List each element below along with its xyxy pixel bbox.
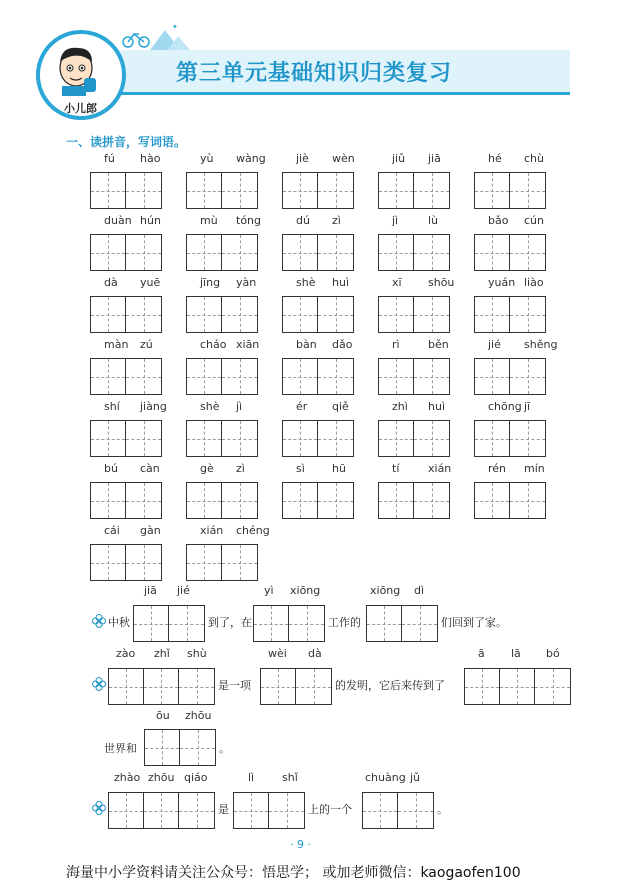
writing-cell[interactable] <box>187 421 222 456</box>
writing-cell[interactable] <box>414 421 449 456</box>
pinyin: bó <box>546 647 560 660</box>
sentence-text: 到了，在 <box>208 616 252 629</box>
pinyin: tóng <box>236 214 261 227</box>
writing-cell[interactable] <box>414 235 449 270</box>
sentence-text: 中秋 <box>108 616 130 629</box>
sentence-text: 世界和 <box>104 742 137 755</box>
writing-cell[interactable] <box>283 483 318 518</box>
bicycle-mountain-icon <box>120 22 200 50</box>
pinyin: xiān <box>236 338 260 351</box>
pinyin: liào <box>524 276 544 289</box>
sentence-text: 们回到了家。 <box>441 616 507 629</box>
writing-cell[interactable] <box>475 235 510 270</box>
writing-cell[interactable] <box>222 545 257 580</box>
writing-box[interactable] <box>378 420 450 457</box>
pinyin: wàng <box>236 152 266 165</box>
writing-box[interactable] <box>186 544 258 581</box>
pinyin: xián <box>428 462 452 475</box>
writing-cell[interactable] <box>187 173 222 208</box>
writing-cell[interactable] <box>475 483 510 518</box>
pinyin: hào <box>140 152 161 165</box>
pinyin: hún <box>140 214 161 227</box>
writing-box[interactable] <box>108 668 215 705</box>
svg-text:✦: ✦ <box>172 23 178 31</box>
pinyin: wèi <box>268 647 287 660</box>
writing-box[interactable] <box>474 482 546 519</box>
pinyin: dà <box>104 276 118 289</box>
writing-cell[interactable] <box>222 173 257 208</box>
writing-cell[interactable] <box>510 235 545 270</box>
writing-cell[interactable] <box>414 483 449 518</box>
writing-cell[interactable] <box>187 359 222 394</box>
writing-cell[interactable] <box>91 235 126 270</box>
sentence-text: 的发明，它后来传到了 <box>335 679 445 692</box>
pinyin: jiā <box>428 152 441 165</box>
flower-icon <box>92 677 106 691</box>
pinyin: huì <box>332 276 349 289</box>
writing-cell[interactable] <box>187 235 222 270</box>
section-heading: 一、读拼音，写词语。 <box>66 135 187 149</box>
writing-box[interactable] <box>378 296 450 333</box>
writing-cell[interactable] <box>222 483 257 518</box>
writing-box[interactable] <box>282 358 354 395</box>
pinyin: rì <box>392 338 400 351</box>
writing-box[interactable] <box>186 172 258 209</box>
pinyin: zhǐ <box>154 647 170 660</box>
writing-box[interactable] <box>282 420 354 457</box>
writing-cell[interactable] <box>379 359 414 394</box>
writing-box[interactable] <box>282 482 354 519</box>
pinyin: xián <box>200 524 224 537</box>
pinyin: shè <box>296 276 316 289</box>
writing-cell[interactable] <box>318 173 353 208</box>
writing-cell[interactable] <box>222 359 257 394</box>
writing-box[interactable] <box>186 420 258 457</box>
writing-cell[interactable] <box>222 421 257 456</box>
pinyin: dǎo <box>332 338 353 351</box>
writing-cell[interactable] <box>414 359 449 394</box>
writing-box[interactable] <box>282 296 354 333</box>
writing-cell[interactable] <box>475 421 510 456</box>
writing-box[interactable] <box>144 729 216 766</box>
writing-cell[interactable] <box>318 297 353 332</box>
writing-cell[interactable] <box>91 545 126 580</box>
writing-box[interactable] <box>186 482 258 519</box>
writing-cell[interactable] <box>126 297 161 332</box>
writing-box[interactable] <box>253 605 325 642</box>
pinyin: lù <box>428 214 439 227</box>
page-title: 第三单元基础知识归类复习 <box>176 61 453 86</box>
writing-cell[interactable] <box>318 421 353 456</box>
pinyin: zhì <box>392 400 408 413</box>
writing-cell[interactable] <box>475 297 510 332</box>
writing-cell[interactable] <box>187 545 222 580</box>
pinyin: tí <box>392 462 400 475</box>
writing-cell[interactable] <box>222 297 257 332</box>
writing-box[interactable] <box>474 358 546 395</box>
writing-cell[interactable] <box>414 173 449 208</box>
writing-cell[interactable] <box>126 359 161 394</box>
writing-box[interactable] <box>464 668 571 705</box>
pinyin: bú <box>104 462 118 475</box>
pinyin: yì <box>264 584 274 597</box>
sentence-text: 。 <box>219 742 230 755</box>
pinyin: sì <box>296 462 305 475</box>
writing-box[interactable] <box>378 482 450 519</box>
writing-box[interactable] <box>474 234 546 271</box>
writing-box[interactable] <box>108 792 215 829</box>
pinyin: mù <box>200 214 218 227</box>
pinyin: lì <box>248 771 255 784</box>
writing-box[interactable] <box>233 792 305 829</box>
pinyin: bǎo <box>488 214 509 227</box>
writing-cell[interactable] <box>126 483 161 518</box>
pinyin: fú <box>104 152 115 165</box>
pinyin: duàn <box>104 214 132 227</box>
footer-note: 海量中小学资料请关注公众号：悟思学； 或加老师微信：kaogaofen100 <box>66 865 521 881</box>
writing-box[interactable] <box>186 296 258 333</box>
pinyin: shěng <box>524 338 558 351</box>
writing-box[interactable] <box>90 544 162 581</box>
pinyin: wèn <box>332 152 355 165</box>
writing-box[interactable] <box>362 792 434 829</box>
pinyin: xiōng <box>370 584 401 597</box>
pinyin: gè <box>200 462 214 475</box>
sentence-text: 。 <box>437 803 448 816</box>
writing-cell[interactable] <box>283 235 318 270</box>
writing-cell[interactable] <box>318 483 353 518</box>
writing-cell[interactable] <box>475 173 510 208</box>
pinyin: zhōu <box>148 771 175 784</box>
pinyin: zhōu <box>185 709 212 722</box>
pinyin: yuē <box>140 276 161 289</box>
writing-box[interactable] <box>90 172 162 209</box>
pinyin: dì <box>414 584 425 597</box>
pinyin: rén <box>488 462 507 475</box>
writing-box[interactable] <box>90 482 162 519</box>
writing-cell[interactable] <box>126 235 161 270</box>
pinyin: jì <box>236 400 243 413</box>
pinyin: yù <box>200 152 214 165</box>
sentence-text: 工作的 <box>328 616 361 629</box>
flower-icon <box>92 614 106 628</box>
pinyin: chōng <box>488 400 522 413</box>
writing-cell[interactable] <box>414 297 449 332</box>
writing-cell[interactable] <box>510 297 545 332</box>
writing-cell[interactable] <box>379 235 414 270</box>
writing-cell[interactable] <box>379 173 414 208</box>
writing-box[interactable] <box>474 172 546 209</box>
pinyin: bàn <box>296 338 317 351</box>
pinyin: hū <box>332 462 346 475</box>
pinyin: càn <box>140 462 160 475</box>
pinyin: cún <box>524 214 544 227</box>
writing-box[interactable] <box>366 605 438 642</box>
pinyin: cái <box>104 524 120 537</box>
pinyin: ā <box>478 647 485 660</box>
pinyin: xī <box>392 276 402 289</box>
boy-mascot-icon <box>48 40 104 96</box>
pinyin: jiǔ <box>392 152 406 165</box>
pinyin: ér <box>296 400 308 413</box>
writing-box[interactable] <box>260 668 332 705</box>
writing-cell[interactable] <box>379 421 414 456</box>
pinyin: chù <box>524 152 544 165</box>
writing-cell[interactable] <box>91 173 126 208</box>
writing-box[interactable] <box>186 234 258 271</box>
writing-box[interactable] <box>282 172 354 209</box>
writing-box[interactable] <box>282 234 354 271</box>
pinyin: zhào <box>114 771 141 784</box>
mascot-label: 小儿郎 <box>64 102 97 115</box>
writing-cell[interactable] <box>510 483 545 518</box>
pinyin: yuán <box>488 276 516 289</box>
writing-box[interactable] <box>474 296 546 333</box>
pinyin: huì <box>428 400 445 413</box>
pinyin: lā <box>511 647 521 660</box>
writing-box[interactable] <box>133 605 205 642</box>
pinyin: jiàng <box>140 400 167 413</box>
pinyin: jì <box>392 214 399 227</box>
pinyin: zì <box>236 462 245 475</box>
writing-cell[interactable] <box>318 359 353 394</box>
writing-cell[interactable] <box>318 235 353 270</box>
pinyin: zào <box>116 647 136 660</box>
page-number: · 9 · <box>290 838 311 851</box>
writing-cell[interactable] <box>187 297 222 332</box>
writing-box[interactable] <box>186 358 258 395</box>
pinyin: mín <box>524 462 545 475</box>
flower-icon <box>92 801 106 815</box>
writing-cell[interactable] <box>187 483 222 518</box>
pinyin: cháo <box>200 338 227 351</box>
pinyin: shōu <box>428 276 455 289</box>
pinyin: jiā <box>144 584 157 597</box>
pinyin: zú <box>140 338 153 351</box>
writing-box[interactable] <box>378 172 450 209</box>
writing-cell[interactable] <box>283 359 318 394</box>
pinyin: màn <box>104 338 129 351</box>
pinyin: jiè <box>296 152 309 165</box>
writing-cell[interactable] <box>379 483 414 518</box>
writing-cell[interactable] <box>222 235 257 270</box>
pinyin: xiōng <box>290 584 321 597</box>
pinyin: jīng <box>200 276 221 289</box>
pinyin: qiáo <box>184 771 208 784</box>
pinyin: dú <box>296 214 310 227</box>
writing-cell[interactable] <box>283 173 318 208</box>
sentence-text: 是 <box>218 803 229 816</box>
writing-box[interactable] <box>90 234 162 271</box>
writing-cell[interactable] <box>126 173 161 208</box>
pinyin: chéng <box>236 524 270 537</box>
sentence-text: 上的一个 <box>308 803 352 816</box>
pinyin: gàn <box>140 524 161 537</box>
pinyin: ōu <box>156 709 170 722</box>
writing-cell[interactable] <box>126 421 161 456</box>
pinyin: jī <box>524 400 531 413</box>
writing-cell[interactable] <box>283 297 318 332</box>
pinyin: hé <box>488 152 502 165</box>
writing-cell[interactable] <box>126 545 161 580</box>
writing-box[interactable] <box>378 234 450 271</box>
writing-cell[interactable] <box>91 421 126 456</box>
writing-box[interactable] <box>90 420 162 457</box>
pinyin: shù <box>187 647 207 660</box>
writing-cell[interactable] <box>91 483 126 518</box>
pinyin: zì <box>332 214 341 227</box>
writing-cell[interactable] <box>379 297 414 332</box>
pinyin: chuàng <box>365 771 406 784</box>
pinyin: yàn <box>236 276 257 289</box>
writing-cell[interactable] <box>510 421 545 456</box>
sentence-text: 是一项 <box>218 679 251 692</box>
writing-cell[interactable] <box>91 297 126 332</box>
writing-cell[interactable] <box>91 359 126 394</box>
pinyin: shí <box>104 400 120 413</box>
writing-cell[interactable] <box>283 421 318 456</box>
pinyin: jié <box>488 338 501 351</box>
pinyin: dà <box>308 647 322 660</box>
pinyin: běn <box>428 338 449 351</box>
pinyin: qiě <box>332 400 349 413</box>
writing-box[interactable] <box>474 420 546 457</box>
pinyin: shǐ <box>282 771 298 784</box>
writing-box[interactable] <box>378 358 450 395</box>
writing-cell[interactable] <box>510 173 545 208</box>
writing-box[interactable] <box>90 358 162 395</box>
writing-box[interactable] <box>90 296 162 333</box>
pinyin: jǔ <box>410 771 421 784</box>
pinyin: shè <box>200 400 220 413</box>
pinyin: jié <box>177 584 190 597</box>
writing-cell[interactable] <box>510 359 545 394</box>
writing-cell[interactable] <box>475 359 510 394</box>
